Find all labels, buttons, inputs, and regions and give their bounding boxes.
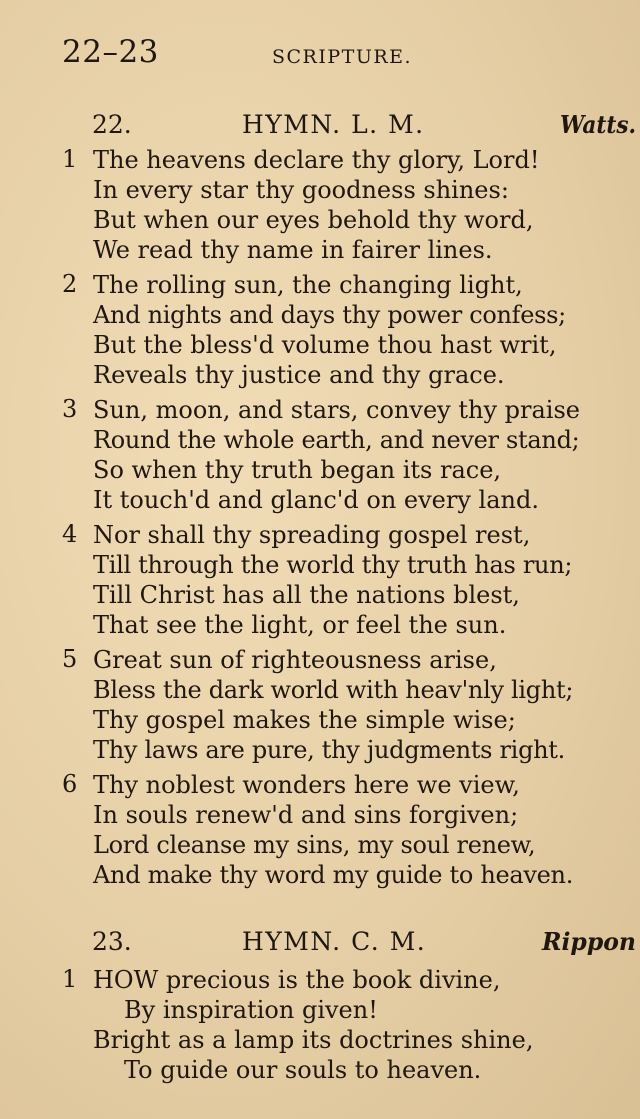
verse-number: 4: [62, 520, 78, 548]
verse-line: In every star thy goodness shines:: [93, 176, 509, 204]
verse-line: HOW precious is the book divine,: [93, 966, 501, 994]
verse-line: Nor shall thy spreading gospel rest,: [93, 521, 531, 549]
verse-line: The heavens declare thy glory, Lord!: [93, 146, 540, 174]
verse-line: Bless the dark world with heav'nly light;: [93, 676, 574, 704]
page-range: 22–23: [62, 34, 159, 70]
verse-line: The rolling sun, the changing light,: [93, 271, 523, 299]
hymn-number: 23.: [92, 927, 132, 956]
verse-line: Bright as a lamp its doctrines shine,: [93, 1026, 534, 1054]
verse-line: We read thy name in fairer lines.: [93, 236, 493, 264]
verse-line: Great sun of righteousness arise,: [93, 646, 497, 674]
hymn-header: [92, 110, 640, 146]
running-head: [62, 34, 622, 74]
verse-line: Thy laws are pure, thy judgments right.: [93, 736, 565, 764]
verse-number: 2: [62, 270, 78, 298]
verse-line: Thy noblest wonders here we view,: [93, 771, 520, 799]
verse-line: In souls renew'd and sins forgiven;: [93, 801, 519, 829]
verse-line: But when our eyes behold thy word,: [93, 206, 534, 234]
verse-line: So when thy truth began its race,: [93, 456, 502, 484]
hymn-number: 22.: [92, 110, 132, 139]
verse-line: Lord cleanse my sins, my soul renew,: [93, 831, 536, 859]
verse-line: Till Christ has all the nations blest,: [93, 581, 520, 609]
verse-number: 6: [62, 770, 78, 798]
verse-line: Round the whole earth, and never stand;: [93, 426, 580, 454]
hymn-meter-label: HYMN. L. M.: [242, 110, 425, 139]
verse-number: 3: [62, 395, 78, 423]
verse-number: 1: [62, 145, 78, 173]
verse-line: That see the light, or feel the sun.: [93, 611, 507, 639]
hymn-meter-label: HYMN. C. M.: [242, 927, 427, 956]
verse-line: It touch'd and glanc'd on every land.: [93, 486, 539, 514]
hymn-author: Rippon: [542, 927, 636, 956]
hymn-author: Watts.: [560, 110, 637, 139]
verse-number: 1: [62, 965, 78, 993]
verse-number: 5: [62, 645, 78, 673]
verse-line: Sun, moon, and stars, convey thy praise: [93, 396, 580, 424]
verse-line: Till through the world thy truth has run;: [93, 551, 573, 579]
verse-line: Thy gospel makes the simple wise;: [93, 706, 516, 734]
verse-line: To guide our souls to heaven.: [124, 1056, 482, 1084]
hymn-header: [92, 927, 640, 963]
section-title: SCRIPTURE.: [272, 46, 413, 68]
verse-line: Reveals thy justice and thy grace.: [93, 361, 505, 389]
verse-line: And nights and days thy power confess;: [93, 301, 566, 329]
verse-line: By inspiration given!: [124, 996, 378, 1024]
verse-line: And make thy word my guide to heaven.: [93, 861, 574, 889]
verse-line: But the bless'd volume thou hast writ,: [93, 331, 557, 359]
